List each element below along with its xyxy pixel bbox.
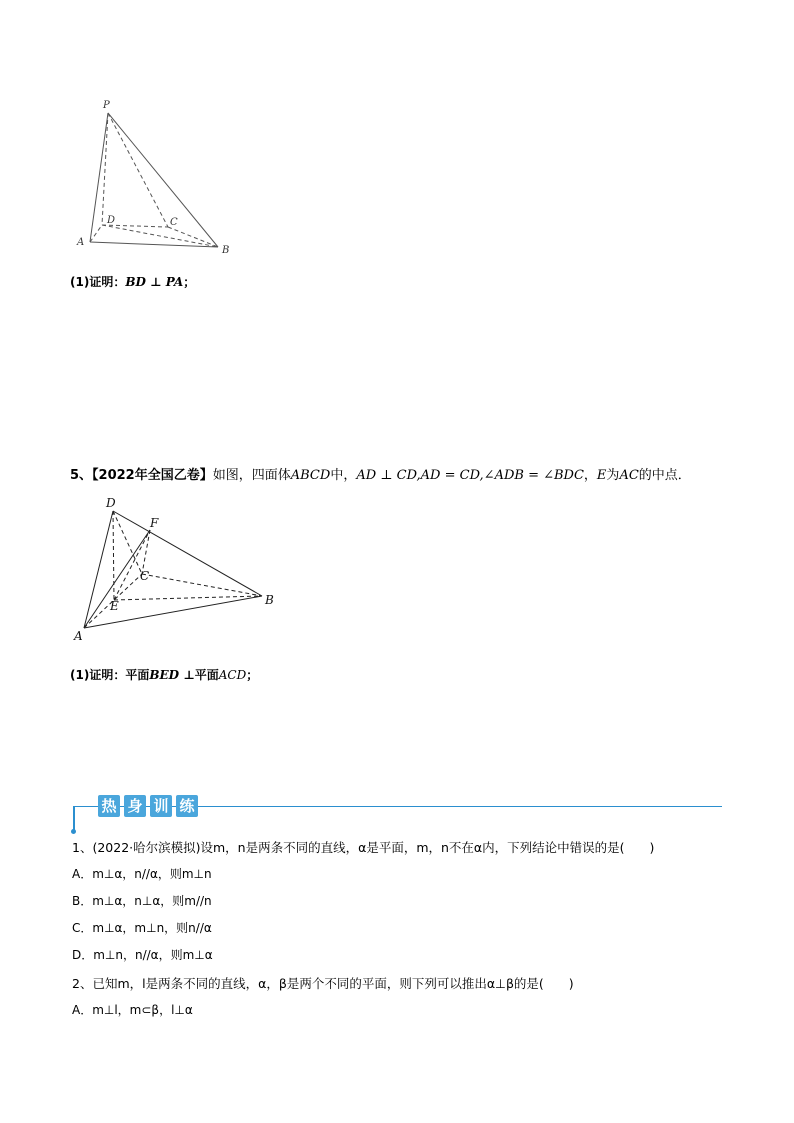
- label-F: F: [150, 516, 159, 530]
- q1-option-d: D．m⊥n，n//α，则m⊥α: [72, 948, 213, 962]
- prob5-part1: [70, 666, 258, 683]
- section-title-char: 身: [124, 795, 146, 817]
- section-rule-dot: [71, 829, 76, 834]
- section-title-char: 训: [150, 795, 172, 817]
- problem5-text-a: 如图，四面体: [212, 468, 291, 483]
- label-D: D: [107, 215, 116, 226]
- problem5-source: 【2022年全国乙卷】: [92, 468, 213, 483]
- prob4-part1-expr: BD ⊥ PA: [125, 275, 184, 289]
- prob4-part1-suffix: ；: [183, 275, 196, 289]
- prob5-part1-mid: 平面: [194, 668, 219, 682]
- prob5-part1-expr: BED ⊥: [149, 668, 195, 682]
- edge-CB: [168, 227, 218, 247]
- edge-PA: [90, 113, 108, 242]
- label-P: P: [103, 100, 110, 111]
- edge-AB: [90, 242, 218, 247]
- edge-DC: [113, 511, 142, 574]
- label-A: A: [77, 237, 85, 248]
- q2-stem: 2、已知m，l是两条不同的直线，α，β是两个不同的平面，则下列可以推出α⊥β的是( ): [72, 976, 574, 991]
- problem5-expr-b: AD ⊥ CD,AD = CD,∠ADB = ∠BDC: [356, 468, 584, 483]
- edge-PB: [108, 113, 218, 247]
- edge-DE: [113, 511, 114, 600]
- problem5-text-c: ，: [583, 468, 597, 483]
- q1-stem: 1、(2022·哈尔滨模拟)设m，n是两条不同的直线，α是平面，m，n不在α内，下列结论中错误的是( ): [72, 840, 655, 855]
- edge-EF: [114, 530, 150, 600]
- prob5-part1-prefix: (1)证明：平面: [70, 668, 150, 682]
- label-E: E: [110, 599, 119, 613]
- problem5-stem: [70, 464, 691, 483]
- label-C: C: [170, 217, 178, 228]
- label-C: C: [140, 569, 150, 583]
- q1-option-b: B．m⊥α，n⊥α，则m//n: [72, 894, 212, 908]
- q1-option-a: A．m⊥α，n//α，则m⊥n: [72, 867, 212, 881]
- edge-PD: [102, 113, 108, 225]
- prob4-part1-prefix: (1)证明：: [70, 275, 126, 289]
- edge-EB: [114, 596, 262, 600]
- edge-DB: [113, 511, 262, 596]
- edge-CB: [142, 574, 262, 596]
- problem5-expr-d: AC: [619, 468, 639, 483]
- problem5-text-e: 的中点．: [638, 468, 691, 483]
- edge-DA: [84, 511, 113, 628]
- problem5-expr-a: ABCD: [290, 468, 331, 483]
- edge-DB: [102, 225, 218, 247]
- label-D: D: [106, 496, 116, 510]
- prob5-part1-expr2: ACD: [218, 668, 247, 682]
- section-title-char: 练: [176, 795, 198, 817]
- pyramid-figure: [70, 95, 250, 265]
- problem5-number: 5、: [70, 468, 93, 483]
- problem5-text-b: 中，: [330, 468, 357, 483]
- problem5-text-d: 为: [606, 468, 620, 483]
- label-A: A: [74, 629, 83, 643]
- label-B: B: [222, 245, 230, 256]
- edge-PC: [108, 113, 168, 227]
- q2-option-a: A．m⊥l，m⊂β，l⊥α: [72, 1003, 193, 1017]
- prob5-part1-suffix: ；: [246, 668, 259, 682]
- section-title-ribbon: [98, 795, 202, 817]
- section-title-char: 热: [98, 795, 120, 817]
- q1-option-c: C．m⊥α，m⊥n，则n//α: [72, 921, 212, 935]
- tetrahedron-figure: [70, 492, 290, 647]
- prob4-part1: [70, 273, 195, 290]
- label-B: B: [265, 593, 274, 607]
- problem5-expr-c: E: [596, 468, 607, 483]
